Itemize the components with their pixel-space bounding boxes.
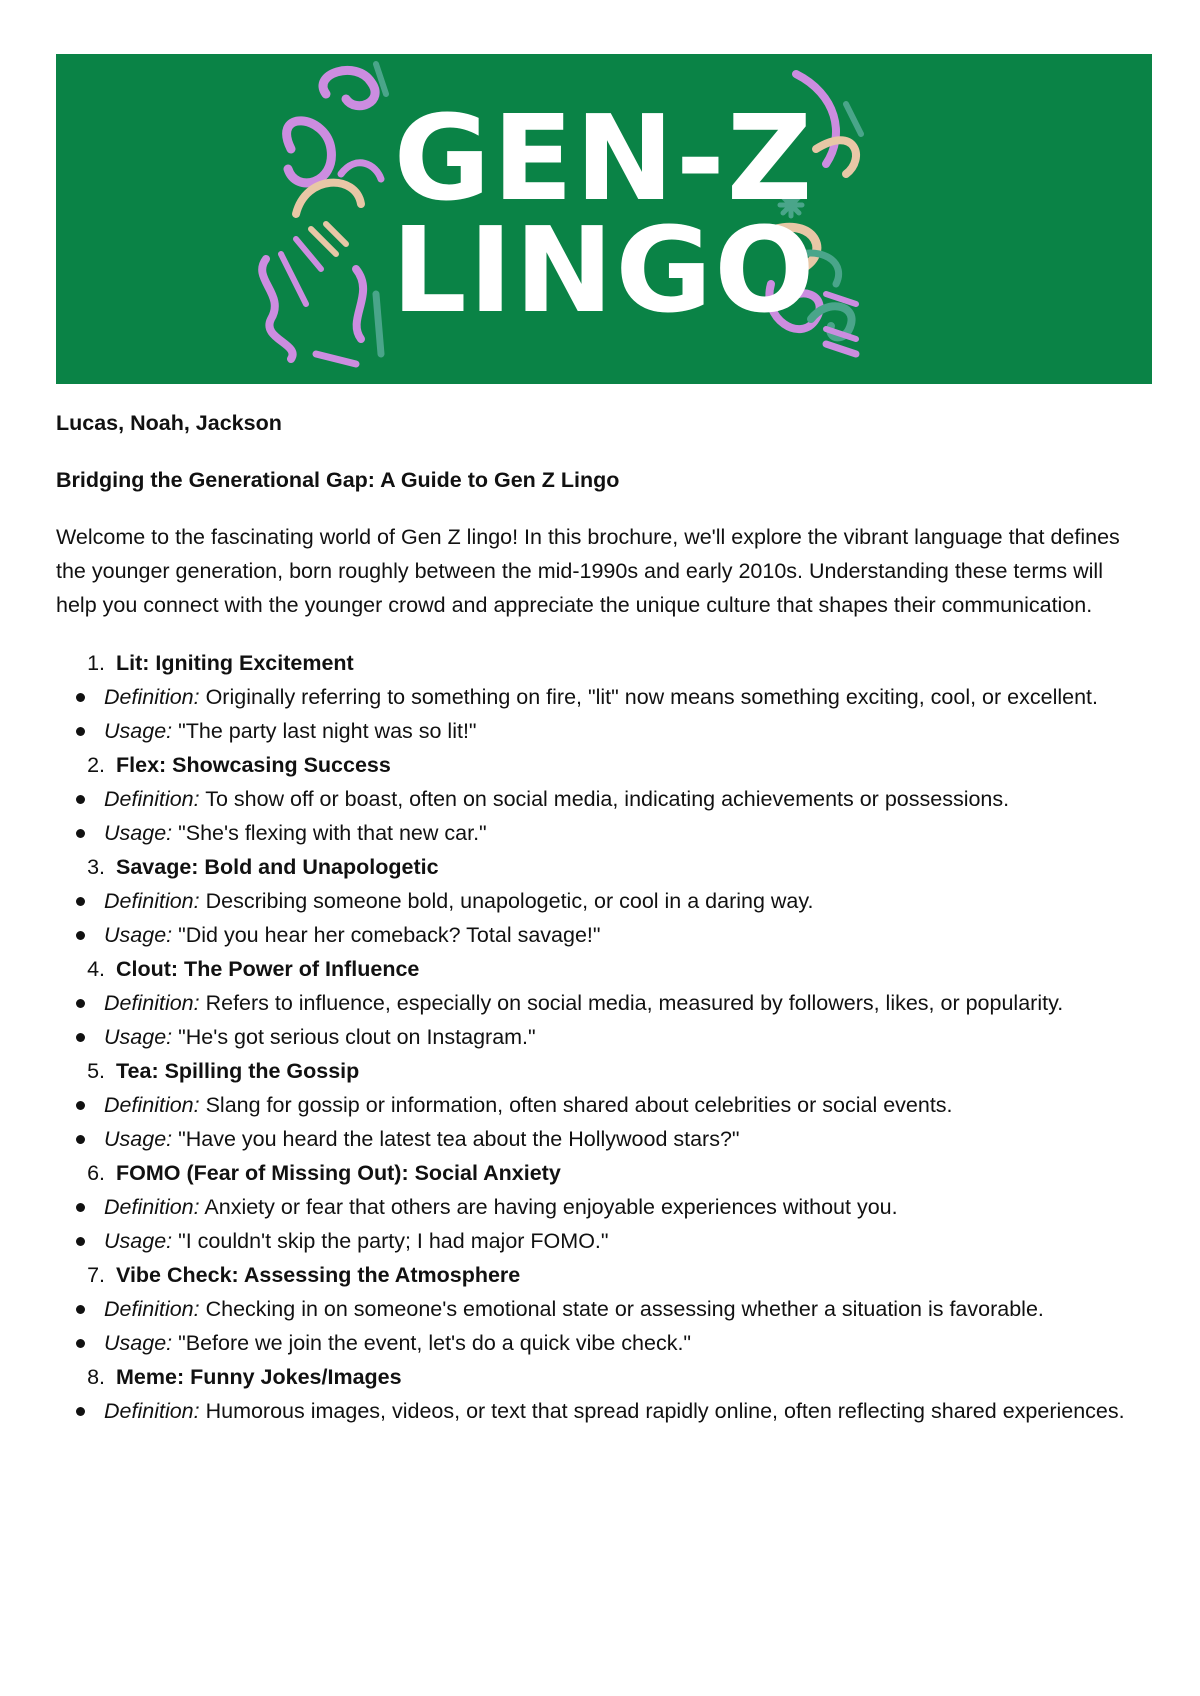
usage-label: Usage: [104, 1229, 173, 1253]
usage-text: "She's flexing with that new car." [172, 821, 487, 845]
term-number: 2. [87, 753, 105, 777]
term-number: 8. [87, 1365, 105, 1389]
usage [56, 714, 1136, 748]
usage-text: "Did you hear her comeback? Total savage!" [172, 923, 601, 947]
usage [56, 1326, 1136, 1360]
term-heading [56, 748, 1136, 782]
definition-text: Checking in on someone's emotional state or assessing whether a situation is favorable. [199, 1297, 1044, 1321]
term-item [56, 646, 1136, 748]
bullet-dot-icon [76, 1033, 85, 1042]
definition [56, 782, 1136, 816]
terms-list [56, 646, 1136, 1428]
term-heading [56, 850, 1136, 884]
term-heading [56, 1360, 1136, 1394]
definition-text: To show off or boast, often on social media, indicating achievements or possessions. [199, 787, 1010, 811]
usage-text: "I couldn't skip the party; I had major FOMO." [172, 1229, 609, 1253]
usage-label: Usage: [104, 821, 173, 845]
usage-label: Usage: [104, 1025, 173, 1049]
banner-title-line1: GEN-Z [393, 89, 815, 227]
term-number: 6. [87, 1161, 105, 1185]
term-item [56, 1156, 1136, 1258]
term-title: Tea: Spilling the Gossip [116, 1059, 360, 1083]
usage-label: Usage: [104, 719, 173, 743]
usage-label: Usage: [104, 923, 173, 947]
term-title: FOMO (Fear of Missing Out): Social Anxiety [116, 1161, 561, 1185]
bullet-dot-icon [76, 727, 85, 736]
bullet-dot-icon [76, 1237, 85, 1246]
authors: Lucas, Noah, Jackson [56, 411, 282, 435]
definition [56, 986, 1136, 1020]
bullet-dot-icon [76, 1203, 85, 1212]
definition-label: Definition: [104, 1297, 200, 1321]
bullet-dot-icon [76, 693, 85, 702]
definition-label: Definition: [104, 1195, 200, 1219]
term-number: 1. [87, 651, 105, 675]
definition [56, 1394, 1136, 1428]
usage [56, 1122, 1136, 1156]
term-title: Flex: Showcasing Success [116, 753, 391, 777]
usage [56, 1224, 1136, 1258]
bullet-dot-icon [76, 1305, 85, 1314]
intro-paragraph: Welcome to the fascinating world of Gen Z lingo! In this brochure, we'll explore the vibrant language that defines the younger generation, born roughly between the mid-1990s and early 2010s. Understanding these terms will help you connect with the younger crowd and appreciate the unique culture that shapes their communication. [56, 525, 1120, 617]
bullet-dot-icon [76, 897, 85, 906]
term-item [56, 850, 1136, 952]
term-item [56, 1054, 1136, 1156]
term-number: 7. [87, 1263, 105, 1287]
usage [56, 816, 1136, 850]
usage-label: Usage: [104, 1127, 173, 1151]
term-number: 4. [87, 957, 105, 981]
definition-text: Originally referring to something on fire, "lit" now means something exciting, cool, or excellent. [199, 685, 1098, 709]
bullet-dot-icon [76, 931, 85, 940]
document-body [56, 406, 1136, 1428]
usage-text: "Before we join the event, let's do a quick vibe check." [172, 1331, 692, 1355]
definition-label: Definition: [104, 1093, 200, 1117]
term-title: Lit: Igniting Excitement [116, 651, 354, 675]
definition [56, 680, 1136, 714]
term-heading [56, 1156, 1136, 1190]
title-banner [56, 54, 1152, 384]
definition-label: Definition: [104, 787, 200, 811]
term-heading [56, 1258, 1136, 1292]
definition-label: Definition: [104, 1399, 200, 1423]
term-item [56, 1360, 1136, 1428]
document-title: Bridging the Generational Gap: A Guide to Gen Z Lingo [56, 468, 620, 492]
definition-label: Definition: [104, 889, 200, 913]
bullet-dot-icon [76, 1135, 85, 1144]
term-item [56, 952, 1136, 1054]
definition-text: Anxiety or fear that others are having enjoyable experiences without you. [199, 1195, 898, 1219]
definition-text: Slang for gossip or information, often shared about celebrities or social events. [199, 1093, 953, 1117]
term-title: Meme: Funny Jokes/Images [116, 1365, 402, 1389]
usage-text: "The party last night was so lit!" [172, 719, 477, 743]
bullet-dot-icon [76, 829, 85, 838]
term-item [56, 748, 1136, 850]
bullet-dot-icon [76, 1101, 85, 1110]
term-heading [56, 1054, 1136, 1088]
definition-label: Definition: [104, 685, 200, 709]
banner-title [56, 89, 1152, 339]
bullet-dot-icon [76, 795, 85, 804]
term-heading [56, 646, 1136, 680]
usage-label: Usage: [104, 1331, 173, 1355]
term-heading [56, 952, 1136, 986]
usage-text: "He's got serious clout on Instagram." [172, 1025, 536, 1049]
definition-label: Definition: [104, 991, 200, 1015]
banner-title-line2: LINGO [391, 201, 817, 339]
term-number: 3. [87, 855, 105, 879]
usage-text: "Have you heard the latest tea about the Hollywood stars?" [172, 1127, 740, 1151]
definition [56, 1190, 1136, 1224]
definition-text: Refers to influence, especially on social media, measured by followers, likes, or popularity. [199, 991, 1064, 1015]
bullet-dot-icon [76, 1407, 85, 1416]
definition-text: Describing someone bold, unapologetic, or cool in a daring way. [199, 889, 814, 913]
term-title: Savage: Bold and Unapologetic [116, 855, 439, 879]
usage [56, 918, 1136, 952]
bullet-dot-icon [76, 1339, 85, 1348]
term-item [56, 1258, 1136, 1360]
term-title: Vibe Check: Assessing the Atmosphere [116, 1263, 521, 1287]
definition [56, 884, 1136, 918]
definition [56, 1088, 1136, 1122]
usage [56, 1020, 1136, 1054]
term-title: Clout: The Power of Influence [116, 957, 420, 981]
bullet-dot-icon [76, 999, 85, 1008]
term-number: 5. [87, 1059, 105, 1083]
definition-text: Humorous images, videos, or text that spread rapidly online, often reflecting shared experiences. [199, 1399, 1125, 1423]
definition [56, 1292, 1136, 1326]
